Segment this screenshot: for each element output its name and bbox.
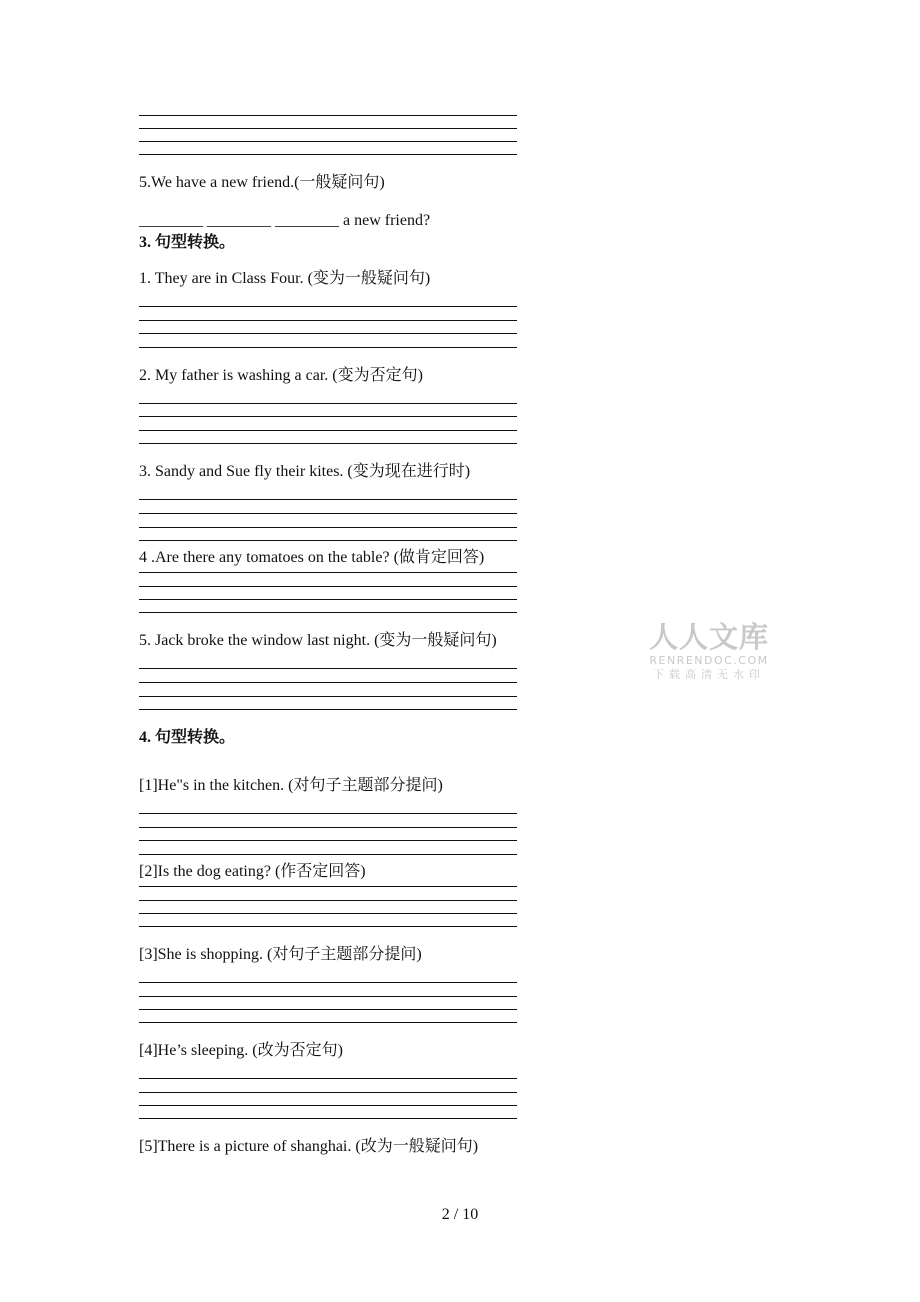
question-prompt: 4 .Are there any tomatoes on the table? (做肯定回答): [139, 549, 485, 566]
answer-line: [139, 709, 517, 710]
answer-line: [139, 306, 517, 307]
answer-line: [139, 540, 517, 541]
fill-in-blank-line: ________ ________ ________ a new friend?: [139, 212, 431, 229]
page-number: 2 / 10: [441, 1206, 479, 1223]
answer-line: [139, 586, 517, 587]
answer-line: [139, 430, 517, 431]
section-heading: 4. 句型转换。: [139, 729, 236, 746]
answer-line: [139, 696, 517, 697]
answer-line: [139, 854, 517, 855]
answer-line: [139, 840, 517, 841]
answer-line: [139, 403, 517, 404]
question-prompt: [5]There is a picture of shanghai. (改为一般疑问句): [139, 1138, 479, 1155]
watermark-logo: [646, 620, 772, 682]
watermark-slogan: 下载高清无水印: [653, 668, 765, 681]
answer-line: [139, 572, 517, 573]
answer-line: [139, 115, 517, 116]
answer-line: [139, 141, 517, 142]
answer-line: [139, 668, 517, 669]
answer-line: [139, 416, 517, 417]
question-prompt: [2]Is the dog eating? (作否定回答): [139, 863, 366, 880]
question-prompt: 5. Jack broke the window last night. (变为一般疑问句): [139, 632, 497, 649]
answer-line: [139, 527, 517, 528]
answer-line: [139, 1022, 517, 1023]
answer-line: [139, 1105, 517, 1106]
answer-line: [139, 612, 517, 613]
answer-line: [139, 1009, 517, 1010]
answer-line: [139, 1092, 517, 1093]
section-heading: 3. 句型转换。: [139, 234, 236, 251]
answer-line: [139, 443, 517, 444]
answer-line: [139, 900, 517, 901]
answer-line: [139, 499, 517, 500]
question-prompt: 5.We have a new friend.(一般疑问句): [139, 174, 385, 191]
question-prompt: 3. Sandy and Sue fly their kites. (变为现在进行时): [139, 463, 471, 480]
answer-line: [139, 926, 517, 927]
question-prompt: [3]She is shopping. (对句子主题部分提问): [139, 946, 422, 963]
watermark-domain: RENRENDOC.COM: [649, 654, 769, 667]
answer-line: [139, 886, 517, 887]
answer-line: [139, 1078, 517, 1079]
question-prompt: [1]He"s in the kitchen. (对句子主题部分提问): [139, 777, 443, 794]
answer-line: [139, 1118, 517, 1119]
answer-line: [139, 913, 517, 914]
answer-line: [139, 682, 517, 683]
answer-line: [139, 320, 517, 321]
answer-line: [139, 982, 517, 983]
answer-line: [139, 827, 517, 828]
answer-line: [139, 333, 517, 334]
watermark-title: 人人文库: [648, 620, 769, 654]
answer-line: [139, 996, 517, 997]
answer-line: [139, 599, 517, 600]
question-prompt: [4]He’s sleeping. (改为否定句): [139, 1042, 343, 1059]
answer-line: [139, 128, 517, 129]
question-prompt: 1. They are in Class Four. (变为一般疑问句): [139, 270, 431, 287]
answer-line: [139, 347, 517, 348]
answer-line: [139, 813, 517, 814]
answer-line: [139, 154, 517, 155]
answer-line: [139, 513, 517, 514]
question-prompt: 2. My father is washing a car. (变为否定句): [139, 367, 423, 384]
